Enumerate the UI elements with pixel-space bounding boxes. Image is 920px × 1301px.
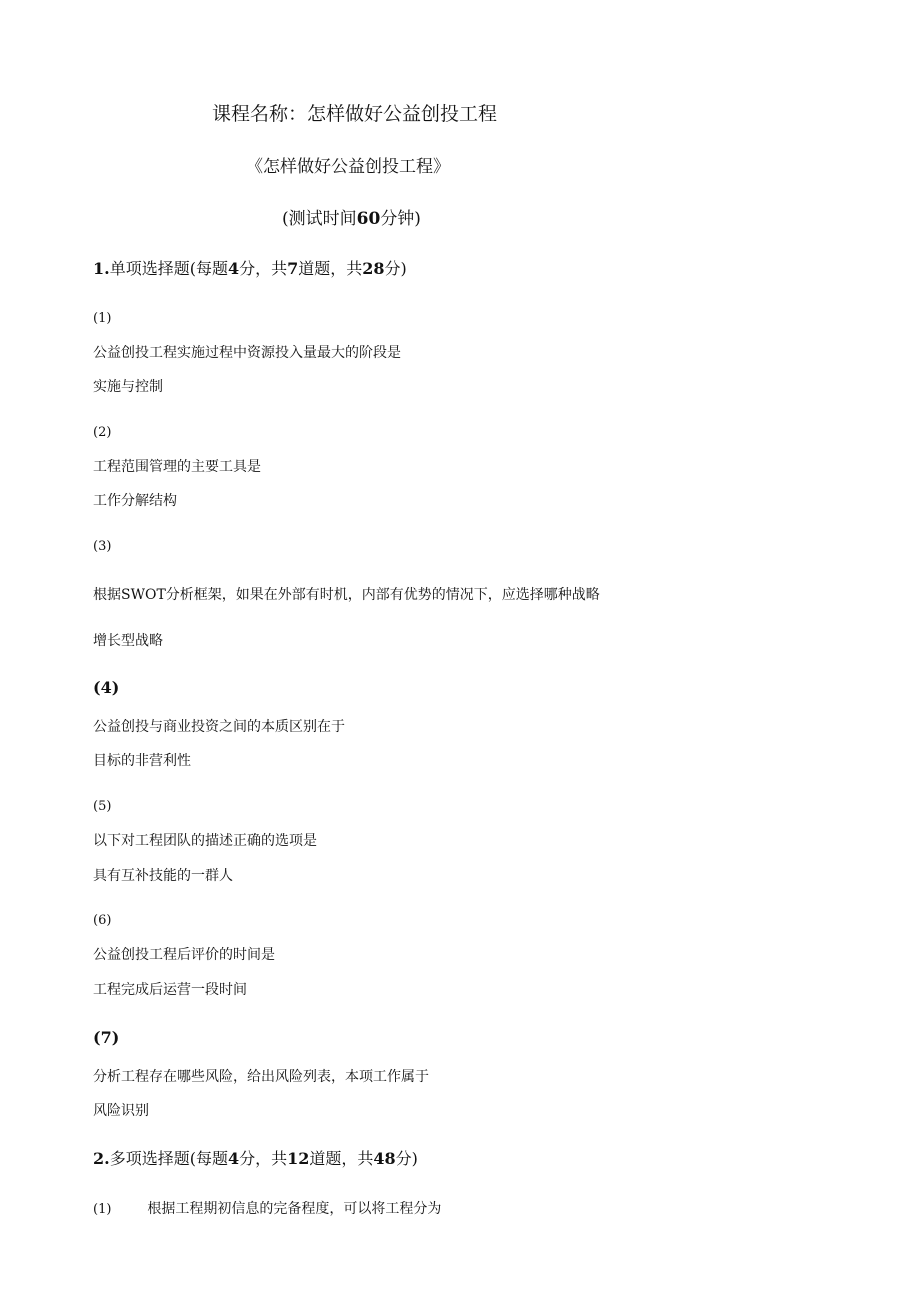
question-text: 根据工程期初信息的完备程度，可以将工程分为 [147, 1201, 442, 1217]
question-item [93, 1199, 441, 1220]
question-number: (3) [93, 539, 112, 554]
section2-label: 多项选择题(每题 [109, 1149, 228, 1168]
section1-mid2: 道题，共 [298, 259, 363, 278]
section2-per: 4 [227, 1149, 240, 1168]
section1-label: 单项选择题(每题 [109, 259, 228, 278]
section2-num: 2. [93, 1149, 110, 1168]
question-text: 分析工程存在哪些风险，给出风险列表，本项工作属于 [93, 1069, 429, 1085]
question-number: (1) [93, 311, 112, 326]
course-label: 课程名称： [212, 103, 308, 125]
section1-num: 1. [93, 259, 110, 278]
test-time [282, 207, 421, 231]
question-number: (1) [93, 1202, 112, 1217]
question-text: 公益创投与商业投资之间的本质区别在于 [93, 719, 345, 735]
section1-count: 7 [287, 259, 299, 278]
section1-total: 28 [362, 259, 385, 278]
question-number: (6) [93, 913, 112, 928]
test-time-value: 60 [356, 209, 381, 229]
course-name: 怎样做好公益创投工程 [307, 103, 498, 125]
answer-text: 增长型战略 [93, 633, 163, 649]
question-number: (2) [93, 425, 112, 440]
section2-total: 48 [373, 1149, 396, 1168]
answer-text: 具有互补技能的一群人 [93, 868, 233, 884]
test-time-prefix: (测试时间 [282, 209, 357, 229]
answer-text: 实施与控制 [93, 379, 163, 395]
section1-end: 分) [384, 259, 407, 278]
section2-heading [93, 1148, 418, 1170]
course-name-line [212, 101, 497, 127]
question-text: 公益创投工程实施过程中资源投入量最大的阶段是 [93, 345, 401, 361]
question-text: 工程范围管理的主要工具是 [93, 459, 261, 475]
question-number: (4) [93, 678, 120, 697]
section2-count: 12 [287, 1149, 310, 1168]
answer-text: 目标的非营利性 [93, 753, 191, 769]
question-number: (7) [93, 1028, 120, 1047]
answer-text: 风险识别 [93, 1103, 149, 1119]
question-number: (5) [93, 799, 112, 814]
question-text: 以下对工程团队的描述正确的选项是 [93, 833, 317, 849]
section2-end: 分) [395, 1149, 418, 1168]
question-text: 根据SWOT分析框架，如果在外部有时机，内部有优势的情况下，应选择哪种战略 [93, 587, 600, 603]
section2-mid1: 分，共 [239, 1149, 288, 1168]
test-time-suffix: 分钟) [380, 209, 421, 229]
document-title: 《怎样做好公益创投工程》 [246, 157, 450, 177]
question-text: 公益创投工程后评价的时间是 [93, 947, 275, 963]
section1-mid1: 分，共 [239, 259, 288, 278]
section1-per: 4 [227, 259, 240, 278]
answer-text: 工作分解结构 [93, 493, 177, 509]
section2-mid2: 道题，共 [309, 1149, 374, 1168]
answer-text: 工程完成后运营一段时间 [93, 982, 247, 998]
section1-heading [93, 258, 407, 280]
